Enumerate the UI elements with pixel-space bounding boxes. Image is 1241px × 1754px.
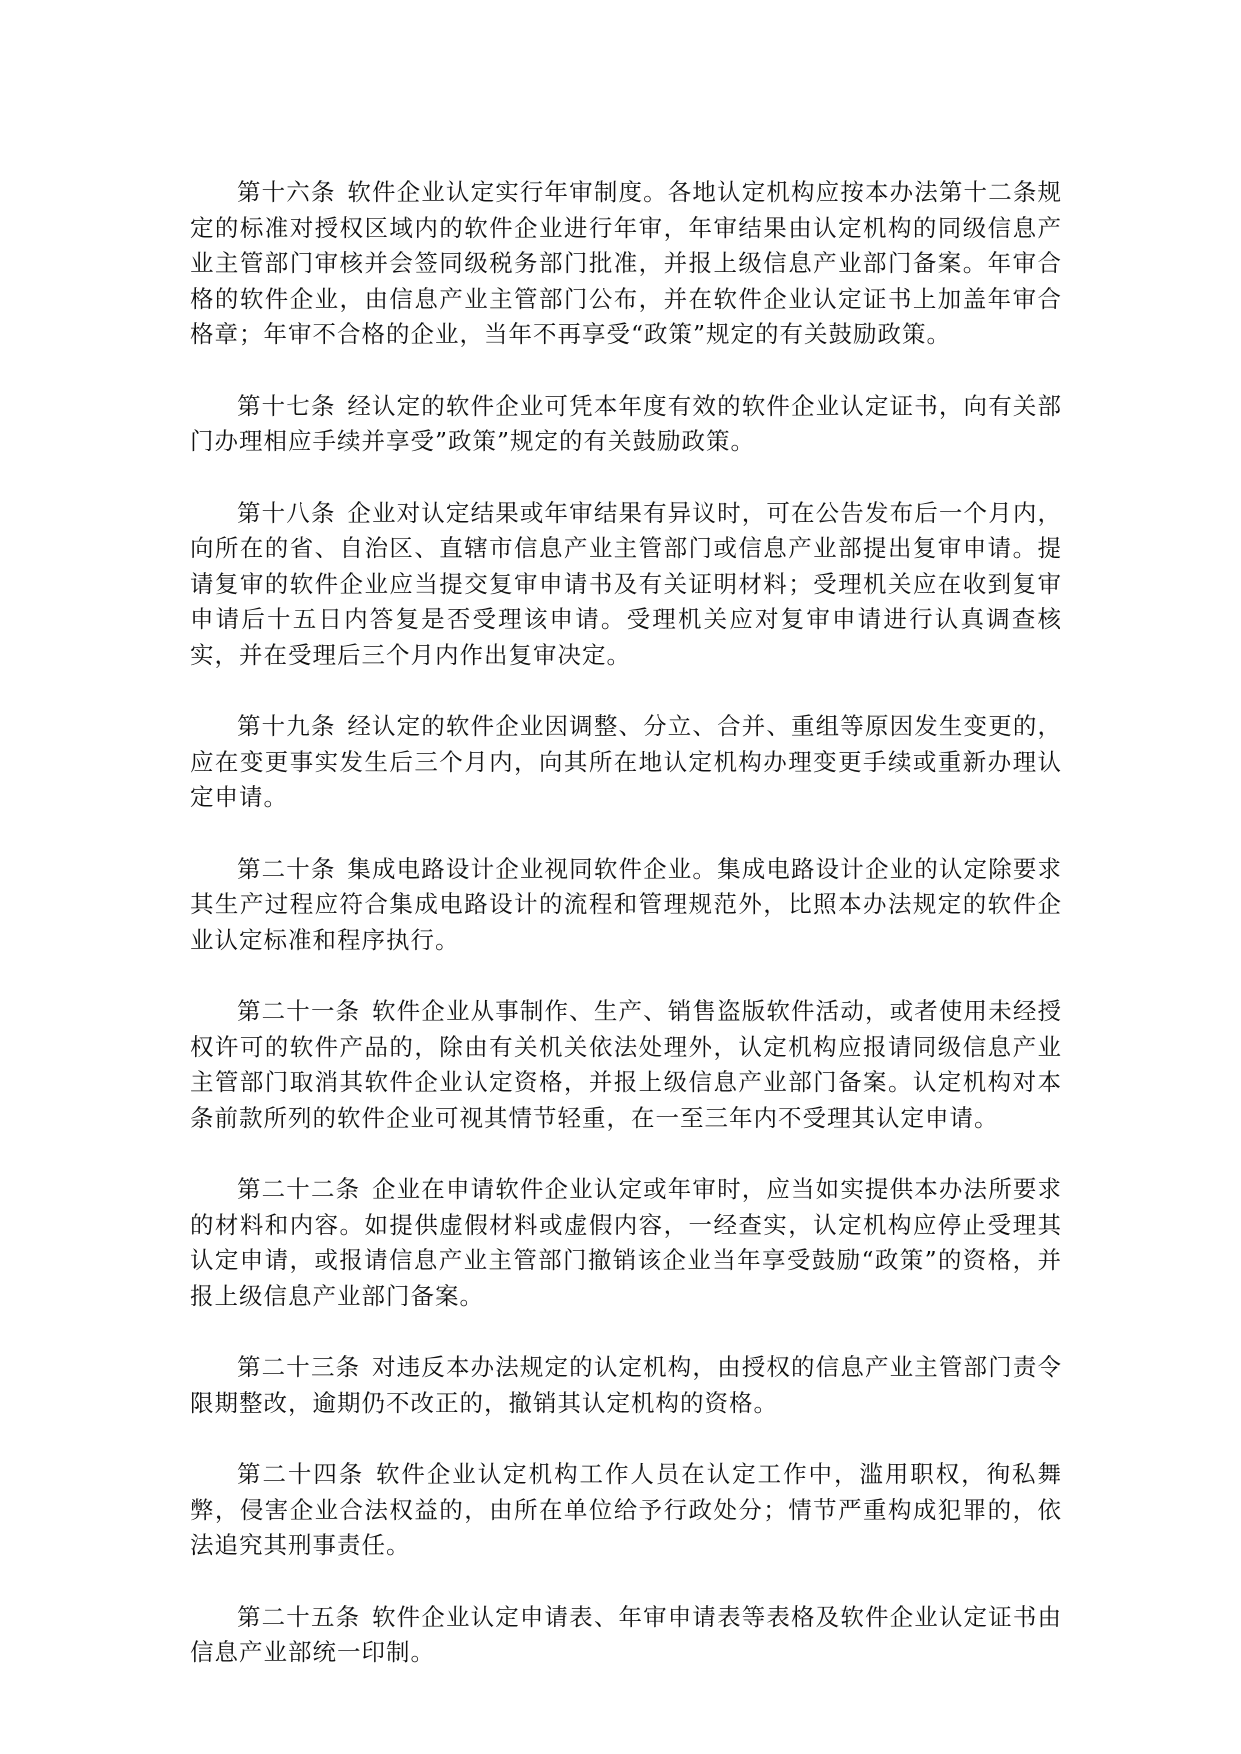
article-number: 第二十三条 [237,1353,361,1381]
article-text: 软件企业认定实行年审制度。各地认定机构应按本办法第十二条规定的标准对授权区域内的软件企业进行年审，年审结果由认定机构的同级信息产业主管部门审核并会签同级税务部门批准，并报上级信息产业部门备案。年审合格的软件企业，由信息产业主管部门公布，并在软件企业认定证书上加盖年审合格章；年审不合格的企业，当年不再享受“政策”规定的有关鼓励政策。 [190,178,1062,348]
article-23 [190,1350,1062,1421]
article-number: 第十八条 [237,498,336,527]
article-number: 第二十五条 [237,1602,361,1631]
article-number: 第十九条 [237,712,336,740]
article-number: 第二十一条 [237,997,361,1025]
article-text: 对违反本办法规定的认定机构，由授权的信息产业主管部门责令限期整改，逾期仍不改正的，撤销其认定机构的资格。 [190,1353,1063,1417]
article-number: 第十六条 [237,178,336,206]
article-20 [190,852,1062,959]
article-17 [190,389,1062,460]
article-text: 集成电路设计企业视同软件企业。集成电路设计企业的认定除要求其生产过程应符合集成电路设计的流程和管理规范外，比照本办法规定的软件企业认定标准和程序执行。 [190,854,1062,954]
document-body [190,175,1062,1707]
article-text: 经认定的软件企业因调整、分立、合并、重组等原因发生变更的，应在变更事实发生后三个月内，向其所在地认定机构办理变更手续或重新办理认定申请。 [190,712,1062,811]
article-number: 第二十二条 [237,1175,361,1203]
article-text: 软件企业从事制作、生产、销售盗版软件活动，或者使用未经授权许可的软件产品的，除由有关机关依法处理外，认定机构应报请同级信息产业主管部门取消其软件企业认定资格，并报上级信息产业部门备案。认定机构对本条前款所列的软件企业可视其情节轻重，在一至三年内不受理其认定申请。 [190,997,1063,1132]
article-number: 第十七条 [237,391,336,420]
article-text: 软件企业认定机构工作人员在认定工作中，滥用职权，徇私舞弊，侵害企业合法权益的，由所在单位给予行政处分；情节严重构成犯罪的，依法追究其刑事责任。 [190,1460,1063,1559]
article-number: 第二十四条 [237,1460,365,1488]
article-text: 软件企业认定申请表、年审申请表等表格及软件企业认定证书由信息产业部统一印制。 [190,1602,1063,1666]
article-18 [190,496,1062,674]
article-text: 经认定的软件企业可凭本年度有效的软件企业认定证书，向有关部门办理相应手续并享受”政策”规定的有关鼓励政策。 [190,391,1062,455]
article-text: 企业对认定结果或年审结果有异议时，可在公告发布后一个月内，向所在的省、自治区、直辖市信息产业主管部门或信息产业部提出复审申请。提请复审的软件企业应当提交复审申请书及有关证明材料；受理机关应在收到复审申请后十五日内答复是否受理该申请。受理机关应对复审申请进行认真调查核实，并在受理后三个月内作出复审决定。 [190,498,1062,669]
article-24 [190,1457,1062,1564]
article-22 [190,1172,1062,1314]
article-number: 第二十条 [237,854,336,883]
article-text: 企业在申请软件企业认定或年审时，应当如实提供本办法所要求的材料和内容。如提供虚假材料或虚假内容，一经查实，认定机构应停止受理其认定申请，或报请信息产业主管部门撤销该企业当年享受鼓励“政策”的资格，并报上级信息产业部门备案。 [190,1175,1063,1310]
article-25 [190,1600,1062,1671]
article-19 [190,709,1062,816]
article-21 [190,994,1062,1136]
article-16 [190,175,1062,353]
